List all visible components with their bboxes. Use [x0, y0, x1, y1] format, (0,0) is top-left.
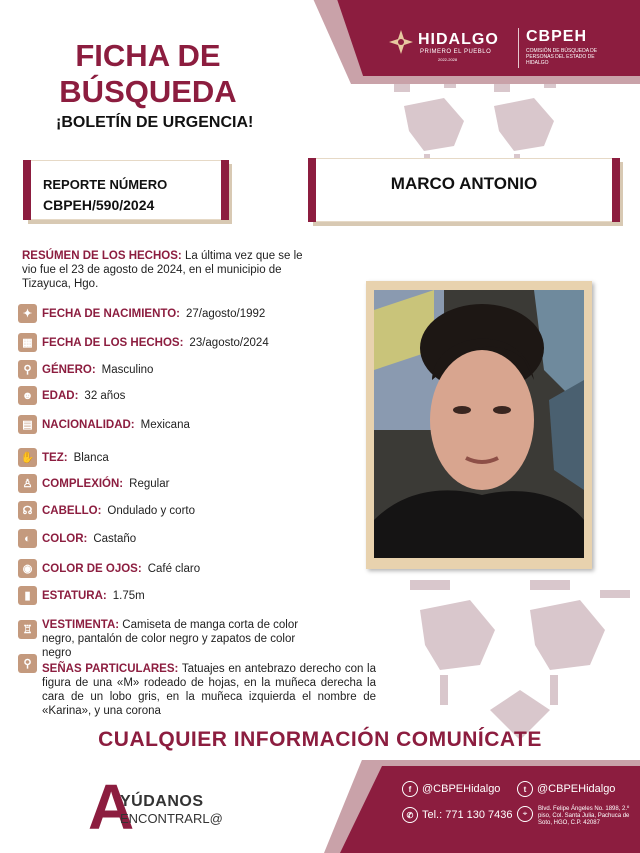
address: Blvd. Felipe Ángeles No. 1898, 2.º piso, Col. Santa Julia, Pachuca de Soto, HGO, C.P. 42087	[538, 806, 630, 826]
portrait-image	[374, 290, 584, 558]
twitter-icon: t	[517, 781, 533, 797]
location-icon: ⌖	[517, 806, 533, 822]
event-date-value: 23/agosto/2024	[189, 336, 269, 349]
nationality-label: NACIONALIDAD:	[42, 418, 135, 431]
phone-number: Tel.: 771 130 7436	[422, 809, 513, 821]
field-marks	[18, 657, 376, 718]
title-line-2: BÚSQUEDA	[59, 74, 237, 109]
gender-icon: ⚲	[18, 360, 37, 379]
name-box	[309, 158, 619, 222]
bird-pattern-bottom	[400, 570, 640, 750]
id-card-icon: ▤	[18, 415, 37, 434]
eye-icon: ◉	[18, 559, 37, 578]
hair-value: Ondulado y corto	[107, 504, 196, 517]
hair-icon: ☊	[18, 501, 37, 520]
help-logo-line-2: ENCONTRARL@	[120, 811, 223, 826]
height-value: 1.75m	[112, 589, 145, 602]
ruler-icon: ▮	[18, 586, 37, 605]
field-skin	[18, 448, 109, 467]
field-build	[18, 474, 169, 493]
field-gender	[18, 360, 153, 379]
facebook-contact[interactable]	[402, 781, 500, 797]
skin-value: Blanca	[73, 451, 109, 464]
magnifier-icon: ⚲	[18, 654, 37, 673]
nationality-value: Mexicana	[140, 418, 190, 431]
report-box	[24, 160, 228, 220]
build-label: COMPLEXIÓN:	[42, 477, 124, 490]
report-label: REPORTE NÚMERO	[43, 177, 168, 192]
summary	[22, 249, 308, 291]
marks-label: SEÑAS PARTICULARES:	[42, 663, 179, 675]
field-event-date	[18, 333, 269, 352]
page-title	[48, 38, 248, 110]
cbpeh-name: CBPEH	[526, 28, 588, 45]
help-logo-line-1: YÚDANOS	[120, 793, 204, 810]
summary-text: La última vez que se le vio fue el 23 de agosto de 2024, en el municipio de Tizayuca, Hgo.	[22, 250, 303, 290]
gender-value: Masculino	[101, 363, 154, 376]
body-icon: ♙	[18, 474, 37, 493]
facebook-handle: @CBPEHidalgo	[422, 783, 501, 795]
hidalgo-years: 2022-2028	[438, 57, 458, 62]
cbpeh-logo	[526, 28, 616, 66]
gender-label: GÉNERO:	[42, 363, 96, 376]
field-birth-date	[18, 304, 265, 323]
cbpeh-full-name: COMISIÓN DE BÚSQUEDA DE PERSONAS DEL ESTADO DE HIDALGO	[526, 48, 598, 66]
hidalgo-slogan: PRIMERO EL PUEBLO	[420, 49, 492, 55]
phone-contact[interactable]	[402, 807, 513, 823]
height-label: ESTATURA:	[42, 589, 107, 602]
hidalgo-emblem-icon	[388, 29, 414, 55]
cake-icon: ✦	[18, 304, 37, 323]
shirt-icon: ♖	[18, 620, 37, 639]
hair-label: CABELLO:	[42, 504, 102, 517]
hair-color-label: COLOR:	[42, 532, 88, 545]
person-name: MARCO ANTONIO	[390, 174, 538, 193]
help-logo-letter: A	[88, 771, 135, 843]
hidalgo-name: HIDALGO	[418, 31, 499, 48]
birth-date-value: 27/agosto/1992	[186, 307, 266, 320]
palette-icon: ◐	[18, 529, 37, 548]
birth-date-label: FECHA DE NACIMIENTO:	[42, 307, 180, 320]
twitter-handle: @CBPEHidalgo	[537, 783, 616, 795]
summary-label: RESÚMEN DE LOS HECHOS:	[22, 250, 182, 262]
age-label: EDAD:	[42, 389, 79, 402]
hand-icon: ✋	[18, 448, 37, 467]
urgency-label: ¡BOLETÍN DE URGENCIA!	[56, 114, 254, 131]
person-photo	[374, 290, 584, 558]
calendar-icon: ▦	[18, 333, 37, 352]
event-date-label: FECHA DE LOS HECHOS:	[42, 336, 184, 349]
skin-label: TEZ:	[42, 451, 68, 464]
clothing-value: Camiseta de manga corta de color negro, pantalón de color negro y zapatos de color negro	[42, 619, 299, 659]
marks-value: Tatuajes en antebrazo derecho con la figura de una «M» rodeado de hojas, en la muñeca derecha la cara de un lobo gris, en la muñeca izquierda el nombre de «Karina», y una corona	[42, 663, 376, 717]
eye-color-label: COLOR DE OJOS:	[42, 562, 142, 575]
hair-color-value: Castaño	[93, 532, 137, 545]
field-hair	[18, 501, 195, 520]
field-age	[18, 386, 125, 405]
clothing-label: VESTIMENTA:	[42, 619, 120, 631]
twitter-contact[interactable]	[517, 781, 615, 797]
people-icon: ☻	[18, 386, 37, 405]
title-line-1: FICHA DE	[75, 38, 221, 73]
phone-icon: ✆	[402, 807, 418, 823]
report-number: CBPEH/590/2024	[43, 197, 155, 213]
field-eye-color	[18, 559, 200, 578]
logo-divider	[518, 28, 519, 68]
field-clothing	[18, 618, 322, 660]
call-to-action: CUALQUIER INFORMACIÓN COMUNÍCATE	[98, 728, 542, 751]
eye-color-value: Café claro	[147, 562, 201, 575]
field-hair-color	[18, 529, 136, 548]
age-value: 32 años	[84, 389, 126, 402]
field-height	[18, 586, 145, 605]
facebook-icon: f	[402, 781, 418, 797]
field-nationality	[18, 415, 190, 434]
build-value: Regular	[129, 477, 170, 490]
